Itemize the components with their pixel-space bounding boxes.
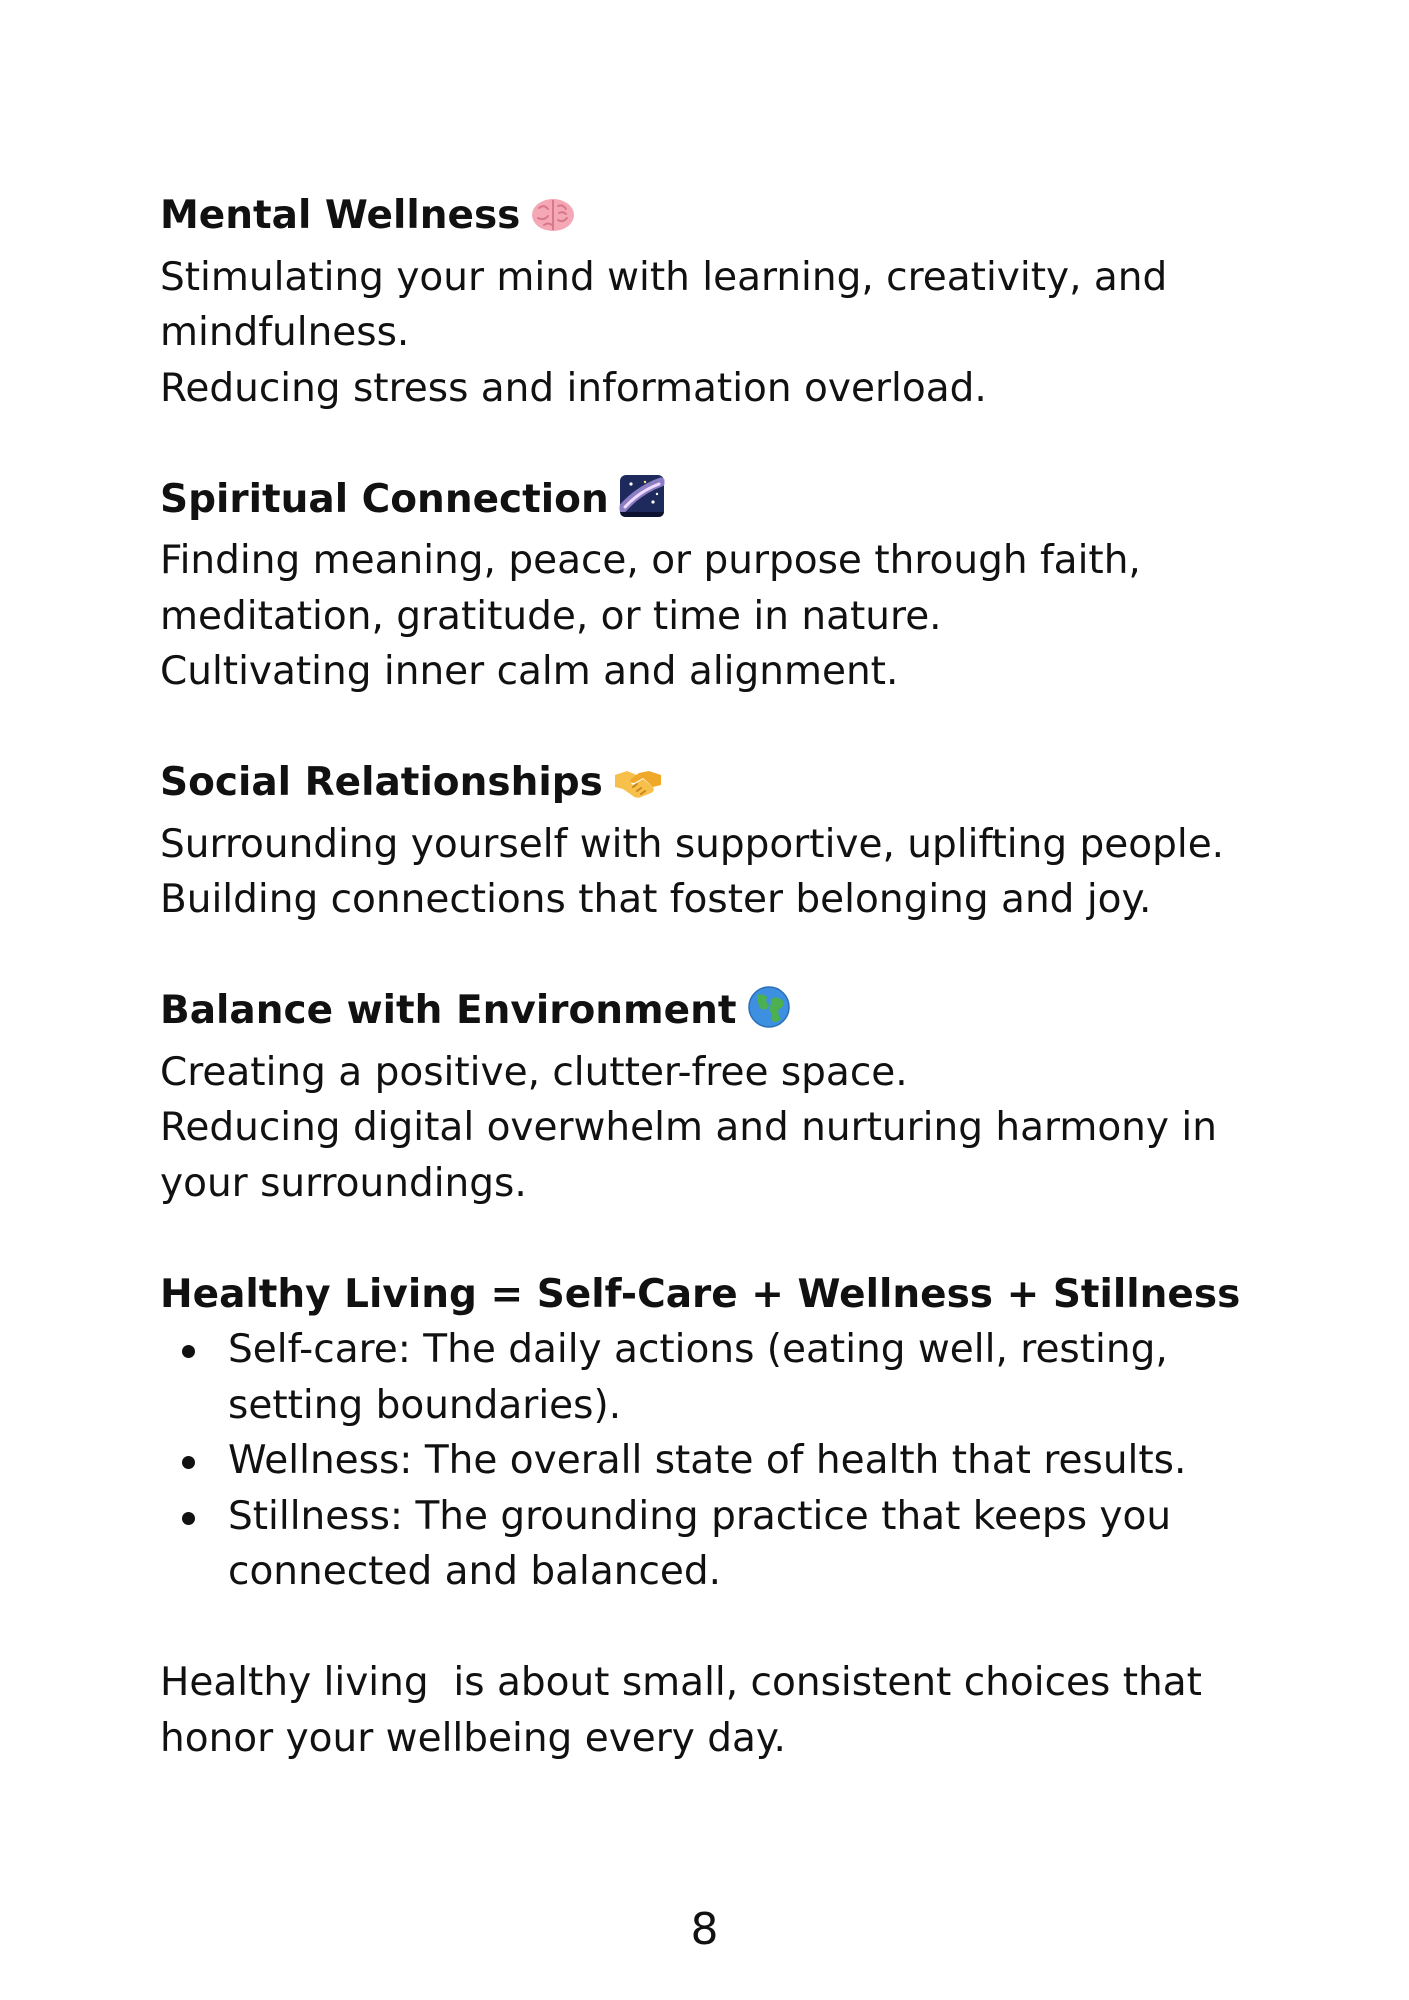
bullet-dot (182, 1512, 195, 1525)
section-line: Reducing digital overwhelm and nurturing harmony in (160, 1105, 1217, 1150)
bullet-dot (182, 1345, 195, 1358)
list-item (160, 1489, 1270, 1600)
globe-icon (747, 985, 791, 1045)
list-item-line: Stillness: The grounding practice that keeps you (228, 1493, 1172, 1539)
list-item (160, 1322, 1270, 1433)
page-content (160, 188, 1270, 1822)
section-social-relationships (160, 755, 1270, 928)
section-mental-wellness (160, 188, 1270, 416)
section-line: Cultivating inner calm and alignment. (160, 649, 899, 694)
list-item-line: connected and balanced. (228, 1549, 722, 1594)
list-item-line: Self-care: The daily actions (eating well, resting, (228, 1327, 1168, 1372)
milky-way-icon (619, 474, 665, 534)
section-heading (160, 755, 1270, 817)
section-heading: Healthy Living = Self-Care + Wellness + Stillness (160, 1271, 1241, 1317)
page-number: 8 (690, 1904, 719, 1955)
list-item-line: Wellness: The overall state of health that results. (228, 1438, 1187, 1483)
list-item (160, 1433, 1270, 1489)
section-line: Surrounding yourself with supportive, uplifting people. (160, 821, 1225, 867)
bullet-dot (182, 1456, 195, 1469)
section-line: Finding meaning, peace, or purpose through faith, (160, 538, 1141, 583)
section-line: Creating a positive, clutter-free space. (160, 1049, 908, 1095)
section-title: Social Relationships (160, 760, 603, 805)
section-spiritual-connection (160, 472, 1270, 700)
section-line: meditation, gratitude, or time in nature. (160, 593, 942, 639)
section-healthy-living (160, 1267, 1270, 1600)
section-line: your surroundings. (160, 1160, 527, 1206)
section-line: Reducing stress and information overload. (160, 365, 987, 411)
section-balance-environment (160, 983, 1270, 1211)
handshake-icon (613, 761, 663, 817)
section-line: mindfulness. (160, 310, 410, 355)
section-line: Building connections that foster belonging and joy. (160, 877, 1152, 922)
brain-icon (530, 194, 576, 250)
section-heading (160, 983, 1270, 1045)
closing-paragraph (160, 1655, 1270, 1766)
section-title: Balance with Environment (160, 988, 737, 1033)
section-line: Stimulating your mind with learning, creativity, and (160, 254, 1168, 300)
closing-line: honor your wellbeing every day. (160, 1715, 786, 1761)
section-title: Mental Wellness (160, 193, 521, 238)
section-heading (160, 472, 1270, 534)
closing-line: Healthy living is about small, consistent choices that (160, 1660, 1202, 1705)
list-item-line: setting boundaries). (228, 1382, 622, 1428)
section-heading (160, 188, 1270, 250)
section-title: Spiritual Connection (160, 476, 609, 522)
bullet-list (160, 1322, 1270, 1600)
